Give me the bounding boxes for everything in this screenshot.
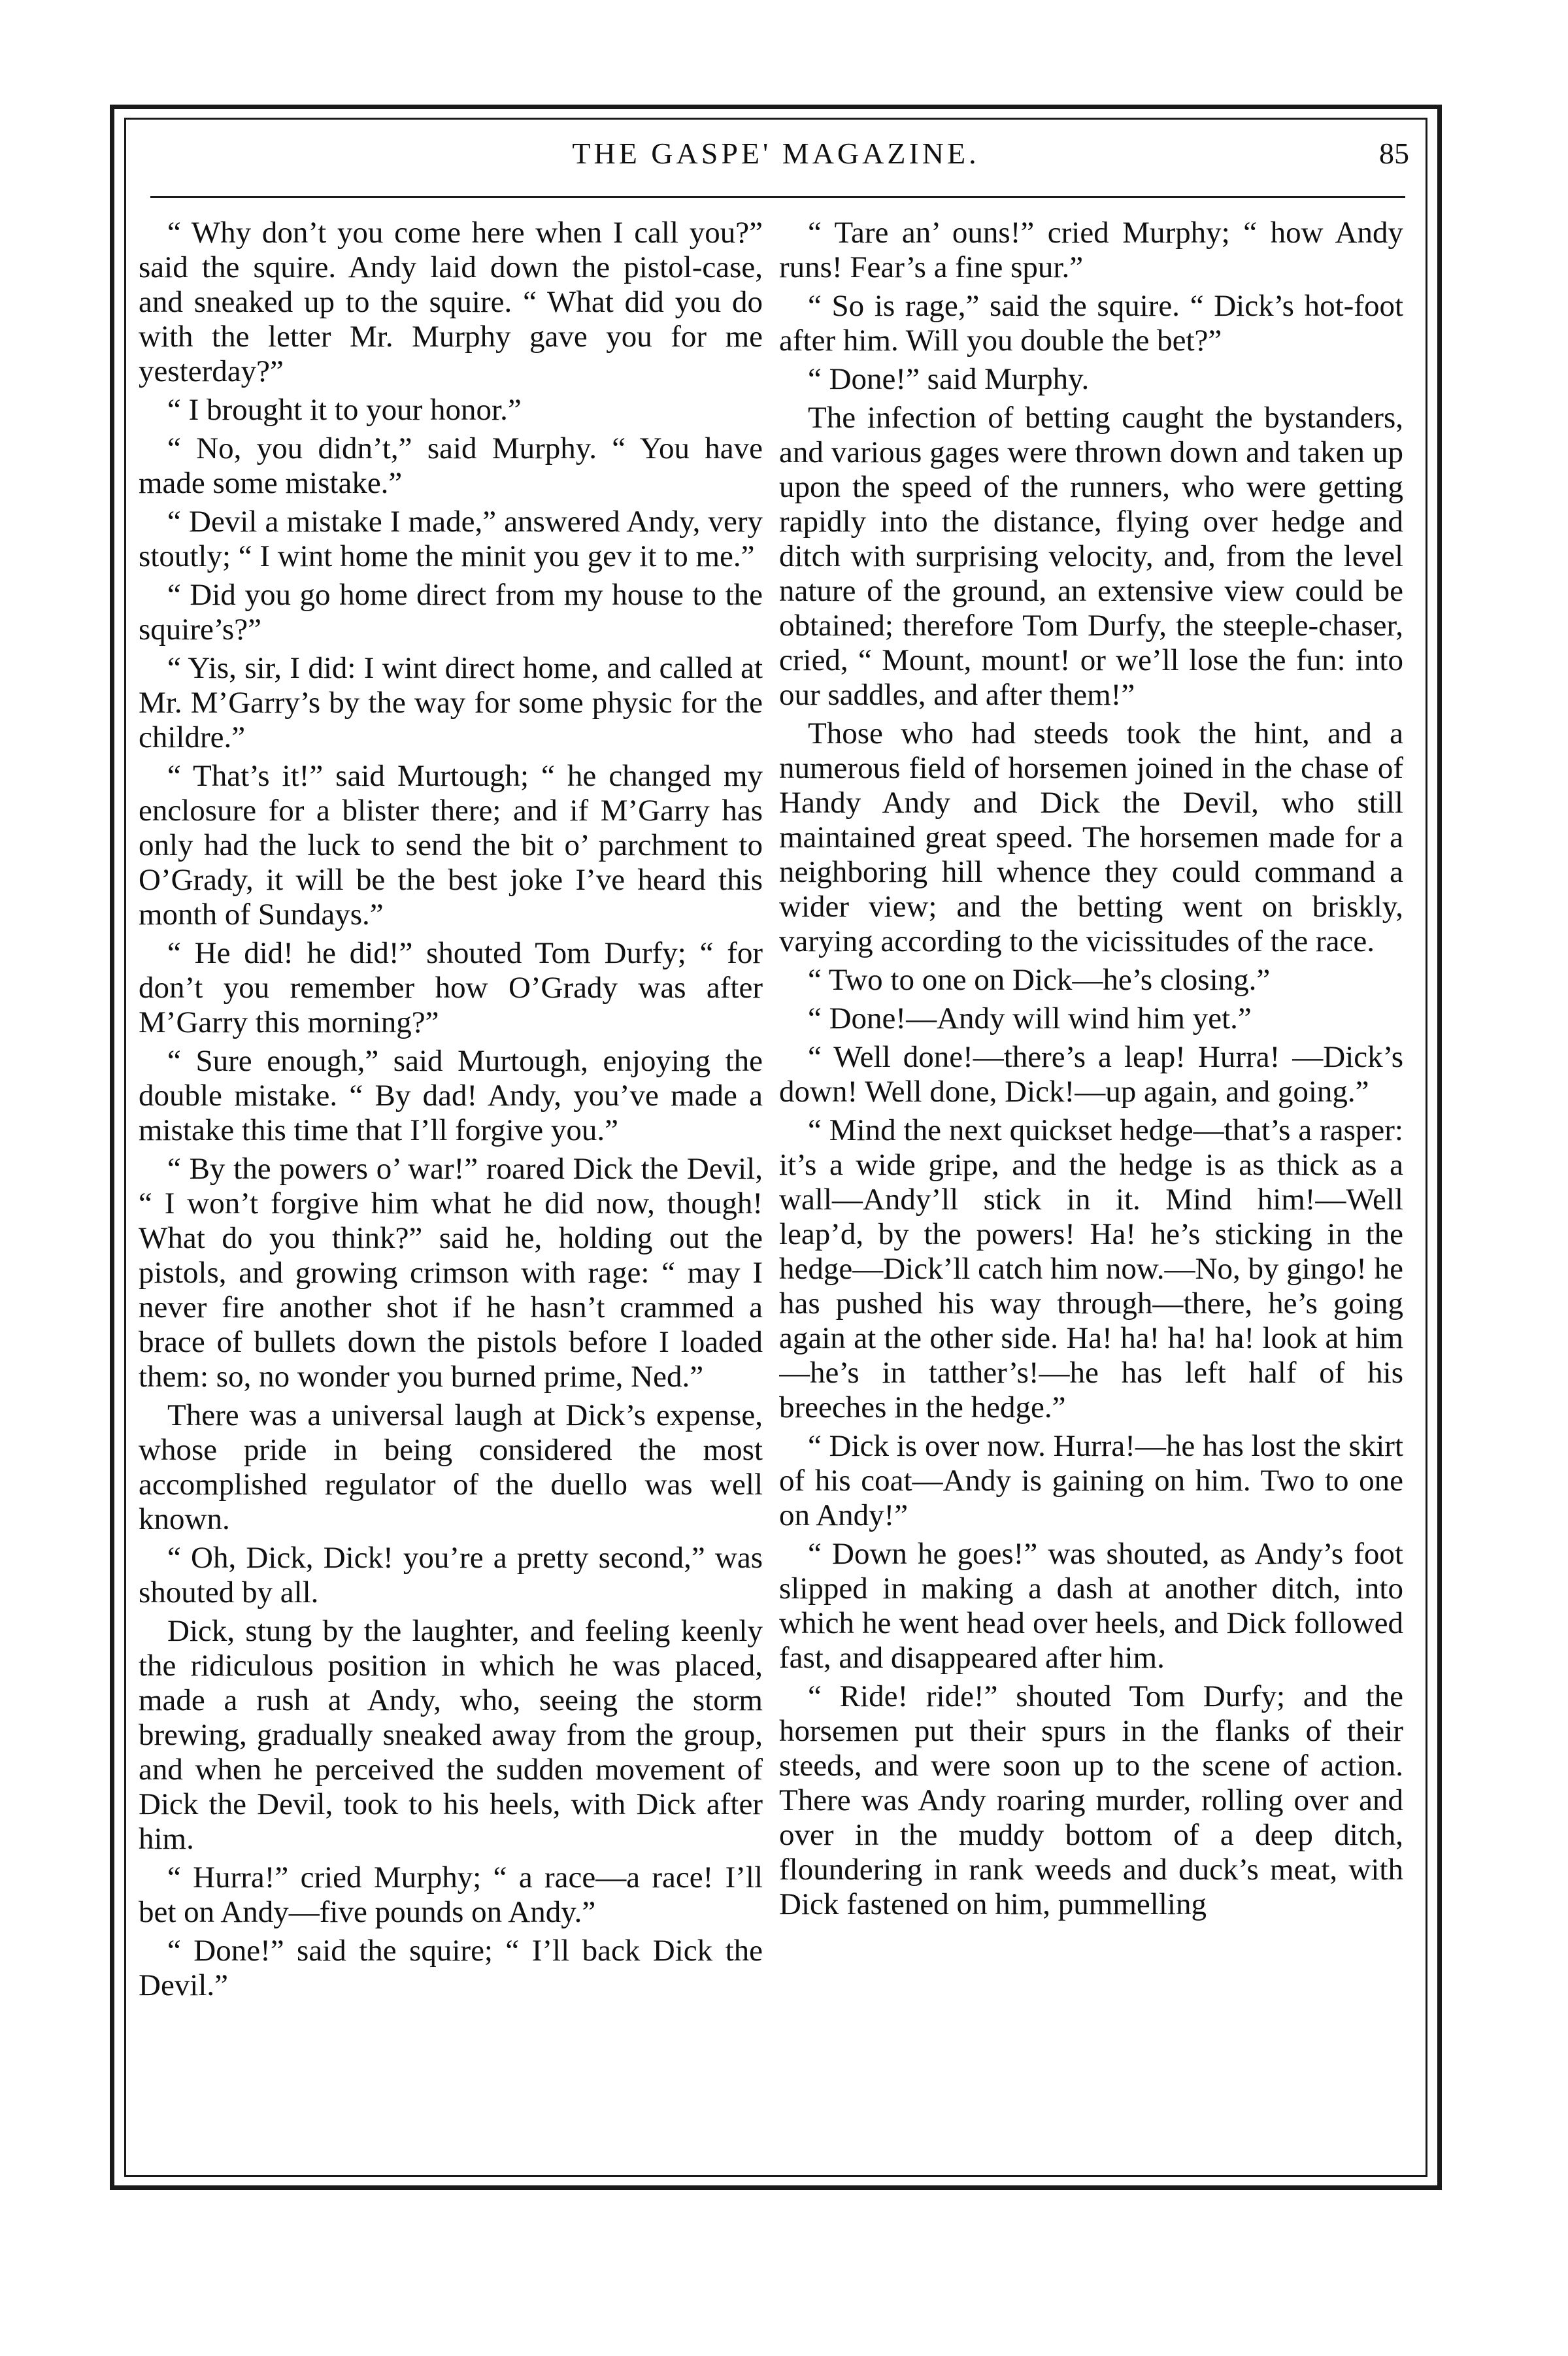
paragraph: “ He did! he did!” shouted Tom Durfy; “ for don’t you remember how O’Grady was after M’Garry this morning?” [139, 936, 763, 1039]
left-column [139, 216, 763, 2164]
paragraph: “ By the powers o’ war!” roared Dick the Devil, “ I won’t forgive him what he did now, though! What do you think?” said he, holding out the pistols, and growing crimson with rage: “ may I never fire another shot if he hasn’t crammed a brace of bullets down the pistols before I loaded them: so, no wonder you burned prime, Ned.” [139, 1152, 763, 1394]
paragraph: “ Done!—Andy will wind him yet.” [808, 1001, 1252, 1035]
paragraph: “ Done!” said the squire; “ I’ll back Dick the Devil.” [139, 1934, 763, 2002]
paragraph: Those who had steeds took the hint, and a numerous field of horsemen joined in the chase of Handy Andy and Dick the Devil, who still maintained great speed. The horsemen made for a neighboring hill whence they could command a wider view; and the betting went on briskly, varying according to the vicissitudes of the race. [779, 716, 1403, 958]
paragraph: “ Tare an’ ouns!” cried Murphy; “ how Andy runs! Fear’s a fine spur.” [779, 216, 1403, 284]
running-header [131, 134, 1421, 180]
paragraph: “ Well done!—there’s a leap! Hurra! —Dick’s down! Well done, Dick!—up again, and going.” [779, 1040, 1403, 1109]
paragraph: “ So is rage,” said the squire. “ Dick’s hot-foot after him. Will you double the bet?” [779, 289, 1403, 358]
paragraph: “ Hurra!” cried Murphy; “ a race—a race! I’ll bet on Andy—five pounds on Andy.” [139, 1860, 763, 1929]
paragraph: “ I brought it to your honor.” [167, 393, 522, 427]
paragraph: “ Sure enough,” said Murtough, enjoying the double mistake. “ By dad! Andy, you’ve made a mistake this time that I’ll forgive you.” [139, 1044, 763, 1147]
page-number: 85 [1379, 137, 1409, 170]
header-rule [150, 196, 1405, 198]
paragraph: “ Did you go home direct from my house to the squire’s?” [139, 578, 763, 647]
paragraph: “ Ride! ride!” shouted Tom Durfy; and the horsemen put their spurs in the flanks of their steeds, and were soon up to the scene of action. There was Andy roaring murder, rolling over and over in the muddy bottom of a deep ditch, floundering in rank weeds and duck’s meat, with Dick fastened on him, pummelling [779, 1679, 1403, 1921]
paragraph: “ No, you didn’t,” said Murphy. “ You have made some mistake.” [139, 431, 763, 500]
paragraph: “ Mind the next quickset hedge—that’s a rasper: it’s a wide gripe, and the hedge is as thick as a wall—Andy’ll stick in it. Mind him!—Well leap’d, by the powers! Ha! he’s sticking in the hedge—Dick’ll catch him now.—No, by gingo! he has pushed his way through—there, he’s going again at the other side. Ha! ha! ha! ha! look at him—he’s in tatther’s!—he has left half of his breeches in the hedge.” [779, 1113, 1403, 1424]
paragraph: “ Devil a mistake I made,” answered Andy, very stoutly; “ I wint home the minit you gev it to me.” [139, 505, 763, 573]
paragraph: “ Why don’t you come here when I call you?” said the squire. Andy laid down the pistol-case, and sneaked up to the squire. “ What did you do with the letter Mr. Murphy gave you for me yesterday?” [139, 216, 763, 388]
paragraph: “ Dick is over now. Hurra!—he has lost the skirt of his coat—Andy is gaining on him. Two to one on Andy!” [779, 1429, 1403, 1532]
right-column [779, 216, 1403, 2164]
paragraph: There was a universal laugh at Dick’s expense, whose pride in being considered the most accomplished regulator of the duello was well known. [139, 1398, 763, 1536]
paragraph: “ Yis, sir, I did: I wint direct home, and called at Mr. M’Garry’s by the way for some physic for the childre.” [139, 651, 763, 754]
paragraph: “ Down he goes!” was shouted, as Andy’s foot slipped in making a dash at another ditch, into which he went head over heels, and Dick followed fast, and disappeared after him. [779, 1537, 1403, 1675]
paragraph: “ That’s it!” said Murtough; “ he changed my enclosure for a blister there; and if M’Garry has only had the luck to send the bit o’ parchment to O’Grady, it will be the best joke I’ve heard this month of Sundays.” [139, 759, 763, 932]
paragraph: “ Two to one on Dick—he’s closing.” [808, 963, 1271, 997]
paragraph: The infection of betting caught the bystanders, and various gages were thrown down and taken up upon the speed of the runners, who were getting rapidly into the distance, flying over hedge and ditch with surprising velocity, and, from the level nature of the ground, an extensive view could be obtained; therefore Tom Durfy, the steeple-chaser, cried, “ Mount, mount! or we’ll lose the fun: into our saddles, and after them!” [779, 401, 1403, 712]
paragraph: “ Done!” said Murphy. [808, 362, 1090, 396]
magazine-title: THE GASPE' MAGAZINE. [572, 137, 980, 170]
paragraph: Dick, stung by the laughter, and feeling keenly the ridiculous position in which he was placed, made a rush at Andy, who, seeing the storm brewing, gradually sneaked away from the group, and when he perceived the sudden movement of Dick the Devil, took to his heels, with Dick after him. [139, 1614, 763, 1856]
paragraph: “ Oh, Dick, Dick! you’re a pretty second,” was shouted by all. [139, 1541, 763, 1609]
